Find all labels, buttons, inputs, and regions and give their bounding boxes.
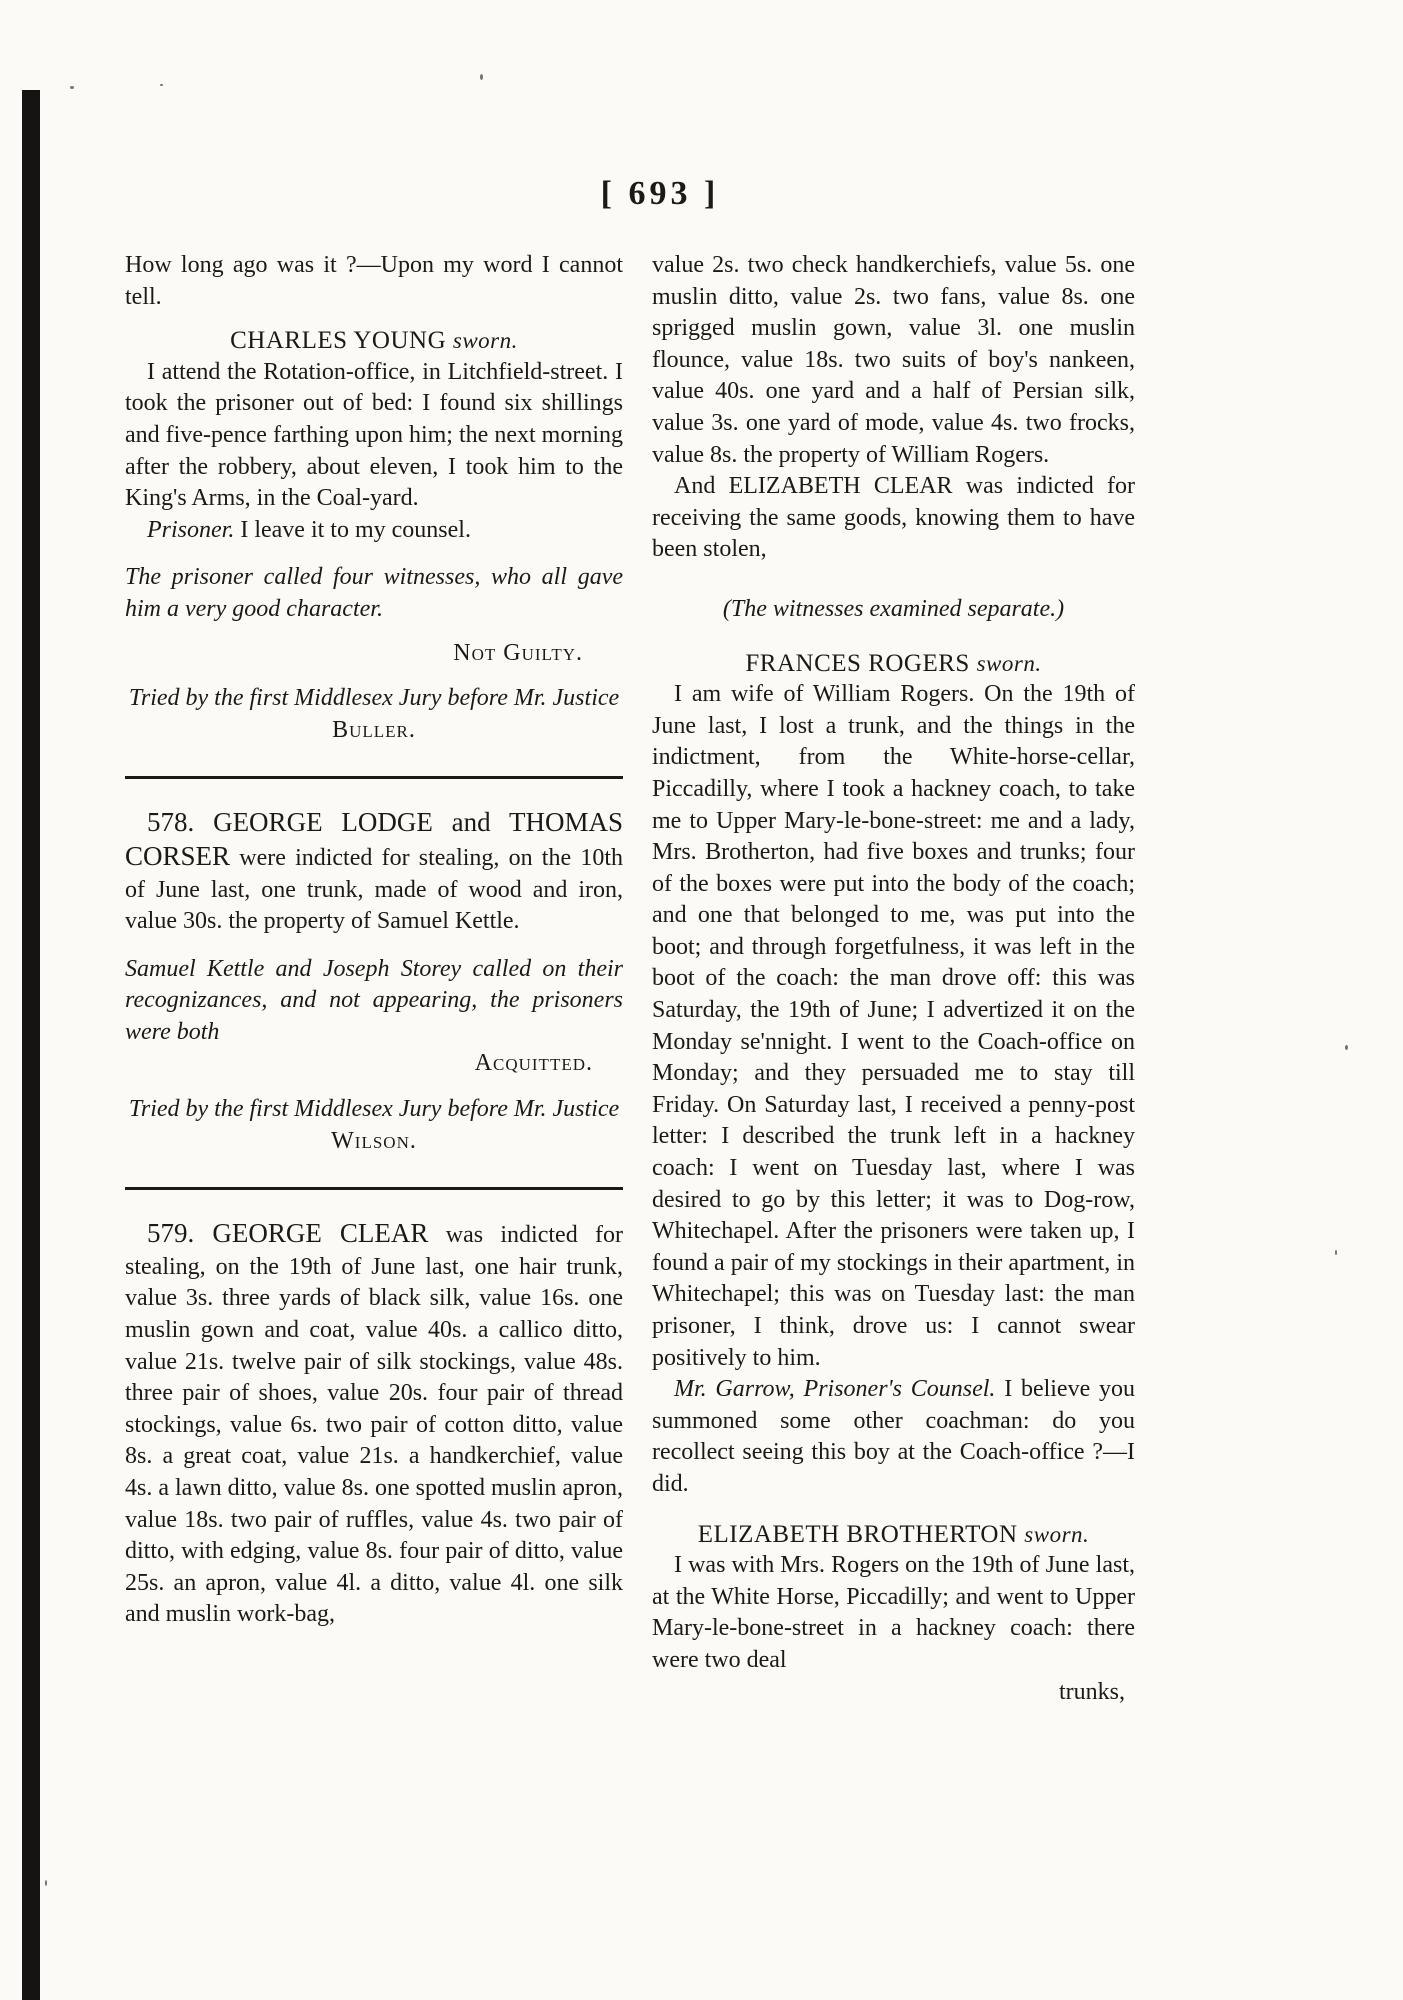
speaker-label: Prisoner. <box>147 516 235 543</box>
paragraph: And ELIZABETH CLEAR was indicted for receiving the same goods, knowing them to have been stolen, <box>652 473 1135 563</box>
verdict: Not Guilty. <box>453 639 583 666</box>
jury-note <box>125 1094 623 1157</box>
witness-heading <box>125 325 623 357</box>
book-spine-shadow <box>22 90 40 2000</box>
print-speck <box>45 1880 47 1886</box>
counsel-question <box>652 1374 1135 1500</box>
case-paragraph <box>125 1218 623 1631</box>
verdict: Acquitted. <box>474 1050 593 1077</box>
witness-heading <box>652 1519 1135 1551</box>
case-title: 578. GEORGE LODGE and THOMAS CORSER <box>125 807 623 871</box>
case-paragraph <box>125 807 623 937</box>
prisoner-statement <box>125 515 623 547</box>
case-title: 579. GEORGE CLEAR <box>147 1218 429 1249</box>
print-speck <box>480 74 483 80</box>
testimony-paragraph: I am wife of William Rogers. On the 19th of June last, I lost a trunk, and the things in the indictment, from the White-horse-cellar, Piccadilly, where I took a hackney coach, to take me to Upper Mary-le-bone-street: me and a lady, Mrs. Brotherton, had five boxes and trunks; four of the boxes were put into the body of the coach; and one that belonged to me, was put into the boot; and through forgetfulness, it was left in the boot of the coach: the man drove off: this was Saturday, the 19th of June; I advertized it on the Monday se'nnight. I went to the Coach-office on Monday; and they persuaded me to stay till Friday. On Saturday last, I received a penny-post letter: I described the trunk left in a hackney coach: I went on Tuesday last, where I was desired to go by this letter; it was to Dog-row, Whitechapel. After the prisoners were taken up, I found a pair of my stockings in their apartment, in Whitechapel; this was on Tuesday last: the man prisoner, I think, drove us: I cannot swear positively to him. <box>652 681 1135 1371</box>
sworn-label: sworn. <box>976 650 1042 676</box>
statement-text: I believe you summoned some other coachman: do you recollect seeing this boy at the Coach-office ?—I did. <box>652 1376 1135 1497</box>
catchword: trunks, <box>1059 1678 1125 1705</box>
print-speck <box>160 84 163 86</box>
print-speck <box>70 86 74 89</box>
testimony-paragraph: I was with Mrs. Rogers on the 19th of June last, at the White Horse, Piccadilly; and went to Upper Mary-le-bone-street in a hackney coach: there were two deal <box>652 1552 1135 1673</box>
print-speck <box>1335 1250 1337 1255</box>
paragraph: value 2s. two check handkerchiefs, value 5s. one muslin ditto, value 2s. two fans, value 8s. one sprigged muslin gown, value 3l. one muslin flounce, value 18s. two suits of boy's nankeen, value 40s. one yard and a half of Persian silk, value 3s. one yard of mode, value 4s. two frocks, value 8s. the property of William Rogers. <box>652 252 1135 468</box>
print-speck <box>1345 1045 1348 1050</box>
jury-text: Tried by the first Middlesex Jury before Mr. Justice <box>128 1096 620 1123</box>
judge-name: Wilson. <box>331 1127 417 1154</box>
case-text: were indicted for stealing, on the 10th of June last, one trunk, made of wood and iron, value 30s. the property of Samuel Kettle. <box>125 844 623 935</box>
recognizance-note: Samuel Kettle and Joseph Storey called on their recognizances, and not appearing, the prisoners were both <box>125 955 623 1045</box>
witnesses-note: (The witnesses examined separate.) <box>722 595 1065 622</box>
right-column <box>652 250 1135 1708</box>
left-column <box>125 250 623 1631</box>
witness-name: CHARLES YOUNG <box>230 327 447 355</box>
testimony-paragraph: I attend the Rotation-office, in Litchfield-street. I took the prisoner out of bed: I found six shillings and five-pence farthing upon him; the next morning after the robbery, about eleven, I took him to the King's Arms, in the Coal-yard. <box>125 358 623 512</box>
witness-heading <box>652 648 1135 680</box>
witnesses-note: The prisoner called four witnesses, who all gave him a very good character. <box>125 564 623 622</box>
section-divider <box>125 1187 623 1190</box>
witness-name: ELIZABETH BROTHERTON <box>697 1520 1018 1548</box>
speaker-label: Mr. Garrow, Prisoner's Counsel. <box>674 1376 996 1403</box>
witness-name: FRANCES ROGERS <box>745 649 970 677</box>
case-text: was indicted for stealing, on the 19th of June last, one hair trunk, value 3s. three yards of black silk, value 16s. one muslin gown and coat, value 40s. a callico ditto, value 21s. twelve pair of silk stockings, value 48s. three pair of shoes, value 20s. four pair of thread stockings, value 6s. two pair of cotton ditto, value 8s. a great coat, value 21s. a handkerchief, value 4s. a lawn ditto, value 8s. one spotted muslin apron, value 18s. two pair of ruffles, value 4s. two pair of ditto, with edging, value 8s. four pair of ditto, value 25s. an apron, value 4l. a ditto, value 4l. one silk and muslin work-bag, <box>125 1222 623 1628</box>
section-divider <box>125 776 623 779</box>
paragraph: How long ago was it ?—Upon my word I cannot tell. <box>125 252 623 310</box>
jury-text: Tried by the first Middlesex Jury before Mr. Justice <box>128 685 620 712</box>
sworn-label: sworn. <box>1024 1521 1090 1547</box>
jury-note <box>125 683 623 746</box>
page-number: [ 693 ] <box>600 175 720 212</box>
judge-name: Buller. <box>332 716 416 743</box>
statement-text: I leave it to my counsel. <box>234 516 471 543</box>
sworn-label: sworn. <box>452 328 518 354</box>
